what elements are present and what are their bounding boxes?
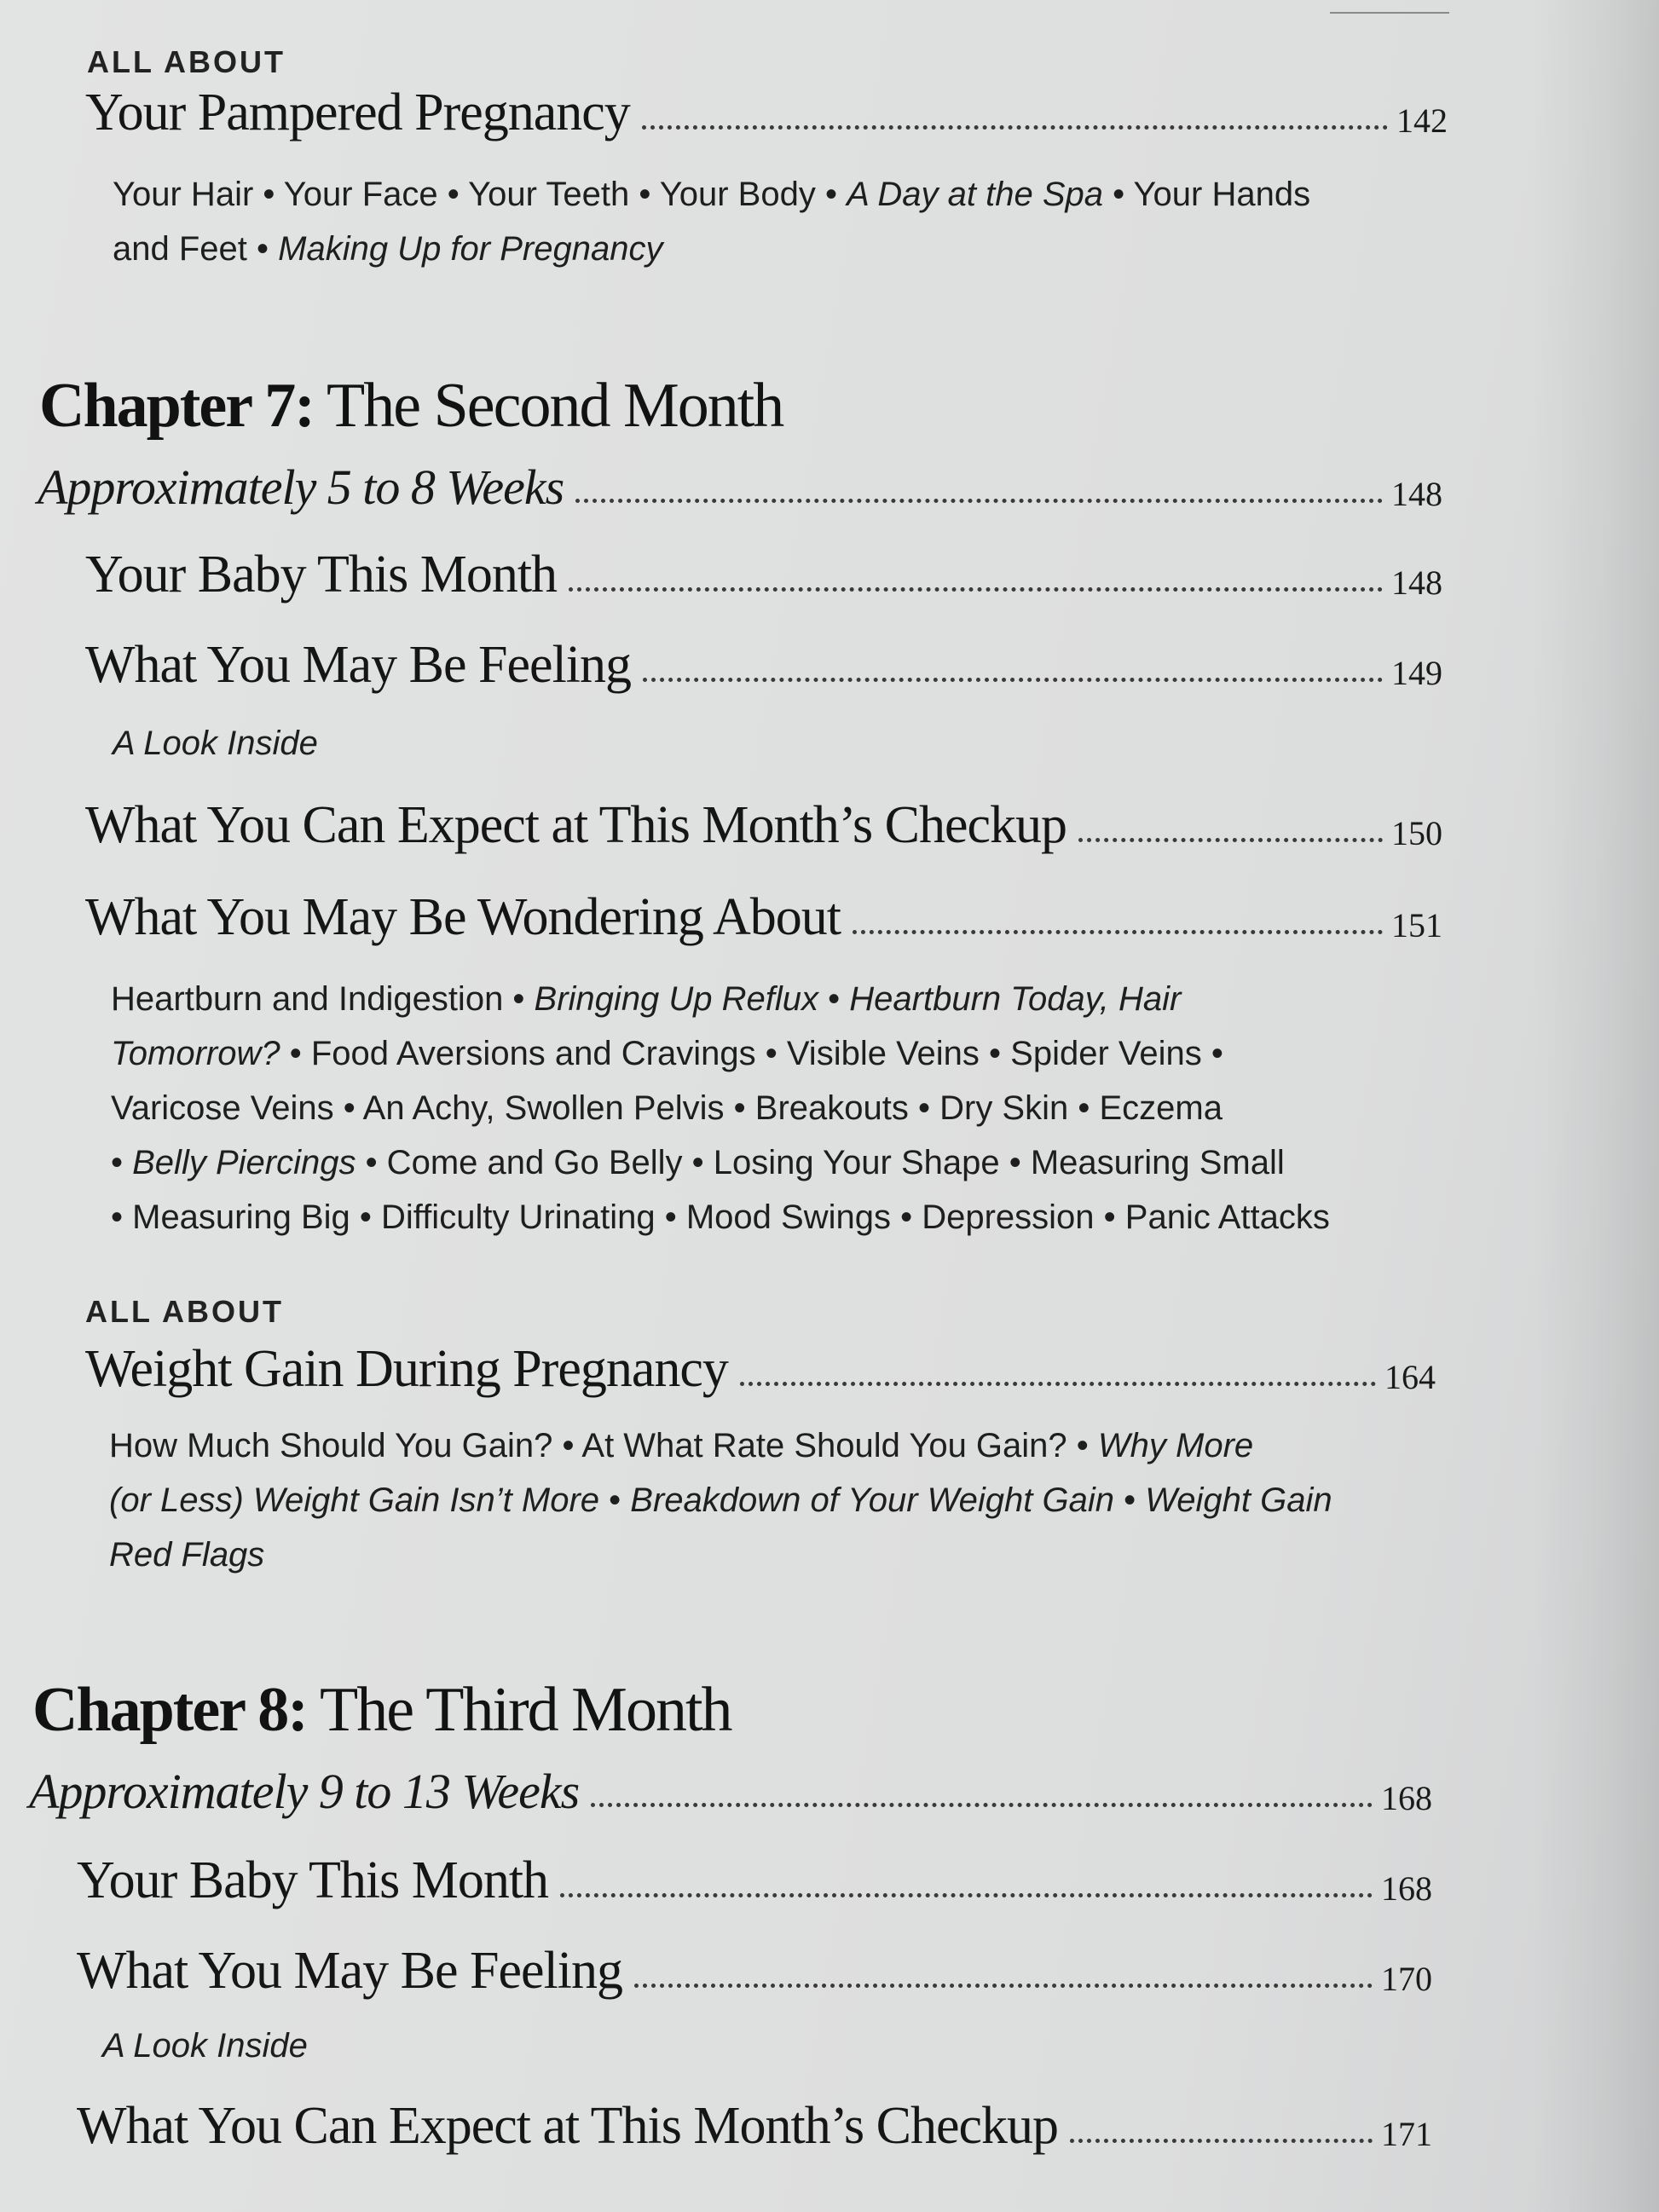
description-line — [111, 972, 1458, 1026]
toc-entry-ch8-may-be-feeling[interactable] — [77, 1942, 1432, 2000]
entry-title: Your Baby This Month — [77, 1851, 549, 1909]
page-number: 148 — [1391, 563, 1442, 603]
toc-entry-ch8-checkup[interactable] — [77, 2097, 1432, 2155]
page-number: 148 — [1391, 474, 1442, 513]
description-line: Varicose Veins • An Achy, Swollen Pelvis • Breakouts • Dry Skin • Eczema — [111, 1089, 1223, 1127]
dot-leader — [643, 678, 1383, 682]
chapter-8-heading[interactable] — [32, 1676, 731, 1745]
topic: Your Hair — [113, 176, 254, 213]
entry-title: Weight Gain During Pregnancy — [85, 1340, 728, 1398]
entry-title: What You May Be Wondering About — [85, 888, 841, 946]
page-number: 150 — [1391, 814, 1442, 853]
dot-leader — [1078, 838, 1383, 842]
entry-description — [111, 972, 1458, 1245]
separator: • — [815, 176, 847, 213]
separator: • — [755, 1035, 787, 1072]
entry-note: A Look Inside — [102, 2027, 308, 2065]
toc-entry-weight-gain[interactable] — [85, 1340, 1436, 1398]
separator: • — [552, 1427, 582, 1464]
entry-title: Your Baby This Month — [85, 546, 558, 604]
separator: • — [503, 980, 535, 1018]
chapter-subtitle: Approximately 9 to 13 Weeks — [29, 1764, 580, 1819]
topic: Heartburn and Indigestion — [111, 980, 504, 1018]
all-about-label: ALL ABOUT — [85, 1294, 284, 1329]
page-number: 168 — [1381, 1778, 1432, 1817]
dot-leader — [569, 587, 1383, 592]
topic: • Come and Go Belly • Losing Your Shape • Measuring Small — [356, 1144, 1285, 1181]
entry-description — [109, 1418, 1456, 1582]
dot-leader — [740, 1382, 1376, 1386]
topic-italic: Tomorrow? — [111, 1035, 280, 1072]
topic-italic: (or Less) Weight Gain Isn’t More — [109, 1481, 600, 1519]
topic: Your Body — [659, 176, 816, 213]
topic-italic: Belly Piercings — [132, 1144, 356, 1181]
separator: • — [1103, 176, 1134, 213]
separator: • — [253, 176, 284, 213]
entry-note: A Look Inside — [113, 725, 318, 762]
topic-italic: Heartburn Today, Hair — [849, 980, 1182, 1018]
separator: • — [1066, 1427, 1098, 1464]
topic: Your Hands — [1133, 176, 1311, 213]
entry-title: Your Pampered Pregnancy — [85, 84, 630, 141]
separator: • — [437, 176, 469, 213]
description-line — [109, 1473, 1456, 1528]
page-number: 164 — [1384, 1358, 1436, 1397]
chapter-number: Chapter 7: — [39, 371, 314, 441]
description-line — [111, 1026, 1458, 1081]
entry-title: What You Can Expect at This Month’s Checkup — [77, 2097, 1058, 2155]
entry-title: What You May Be Feeling — [77, 1942, 623, 2000]
topic: At What Rate Should You Gain? — [581, 1427, 1067, 1464]
topic: Your Face — [283, 176, 438, 213]
toc-entry-ch7-may-be-feeling[interactable] — [85, 636, 1442, 694]
topic: How Much Should You Gain? — [109, 1427, 553, 1464]
page-number: 170 — [1381, 1960, 1432, 1999]
entry-title: What You May Be Feeling — [85, 636, 632, 694]
description-line — [113, 167, 1442, 222]
topic: and Feet — [113, 230, 247, 268]
toc-entry-ch8-baby-this-month[interactable] — [77, 1851, 1432, 1909]
separator: • — [111, 1144, 133, 1181]
description-line — [113, 222, 1442, 276]
toc-entry-chapter-8-subtitle[interactable] — [29, 1764, 1432, 1819]
toc-entry-ch7-wondering-about[interactable] — [85, 888, 1442, 946]
topic: Food Aversions and Cravings — [310, 1035, 756, 1072]
separator: • — [599, 1481, 631, 1519]
chapter-7-heading[interactable] — [39, 372, 783, 441]
topic-italic: Making Up for Pregnancy — [278, 230, 663, 268]
toc-entry-ch7-baby-this-month[interactable] — [85, 546, 1442, 604]
all-about-label: ALL ABOUT — [87, 44, 286, 79]
chapter-name: The Second Month — [313, 371, 783, 441]
dot-leader — [1070, 2139, 1373, 2143]
topic-italic: Red Flags — [109, 1536, 265, 1574]
separator: • — [629, 176, 660, 213]
page-number: 149 — [1391, 654, 1442, 693]
separator: • — [1114, 1481, 1146, 1519]
separator: • — [979, 1035, 1011, 1072]
topic-italic: A Day at the Spa — [847, 176, 1104, 213]
page-number: 151 — [1391, 906, 1442, 945]
description-line — [109, 1418, 1456, 1473]
topic: Your Teeth — [468, 176, 630, 213]
chapter-subtitle: Approximately 5 to 8 Weeks — [38, 459, 564, 515]
dot-leader — [634, 1984, 1373, 1988]
page-number: 171 — [1381, 2115, 1432, 2154]
topic-italic: Bringing Up Reflux — [534, 980, 819, 1018]
topic-italic: Weight Gain — [1145, 1481, 1332, 1519]
topic: Spider Veins — [1010, 1035, 1202, 1072]
description-line — [111, 1135, 1458, 1190]
dot-leader — [642, 125, 1388, 130]
topic-italic: Why More — [1097, 1427, 1254, 1464]
description-line — [109, 1528, 1456, 1582]
description-line: • Measuring Big • Difficulty Urinating • Mood Swings • Depression • Panic Attacks — [111, 1198, 1330, 1236]
toc-entry-ch7-checkup[interactable] — [85, 796, 1442, 854]
separator: • — [818, 980, 850, 1018]
page-number: 168 — [1381, 1869, 1432, 1909]
page-number: 142 — [1396, 101, 1448, 141]
toc-entry-chapter-7-subtitle[interactable] — [38, 460, 1442, 515]
entry-description — [113, 167, 1442, 276]
chapter-number: Chapter 8: — [32, 1675, 307, 1745]
chapter-name: The Third Month — [306, 1675, 731, 1745]
topic-italic: Breakdown of Your Weight Gain — [630, 1481, 1115, 1519]
toc-entry-pampered-pregnancy[interactable] — [85, 84, 1448, 141]
separator: • — [246, 230, 279, 268]
dot-leader — [575, 499, 1383, 503]
separator: • — [1201, 1035, 1223, 1072]
separator: • — [280, 1035, 311, 1072]
dot-leader — [560, 1893, 1373, 1897]
dot-leader — [853, 930, 1383, 934]
dot-leader — [591, 1803, 1373, 1807]
entry-title: What You Can Expect at This Month’s Checkup — [85, 796, 1066, 854]
topic: Visible Veins — [786, 1035, 980, 1072]
